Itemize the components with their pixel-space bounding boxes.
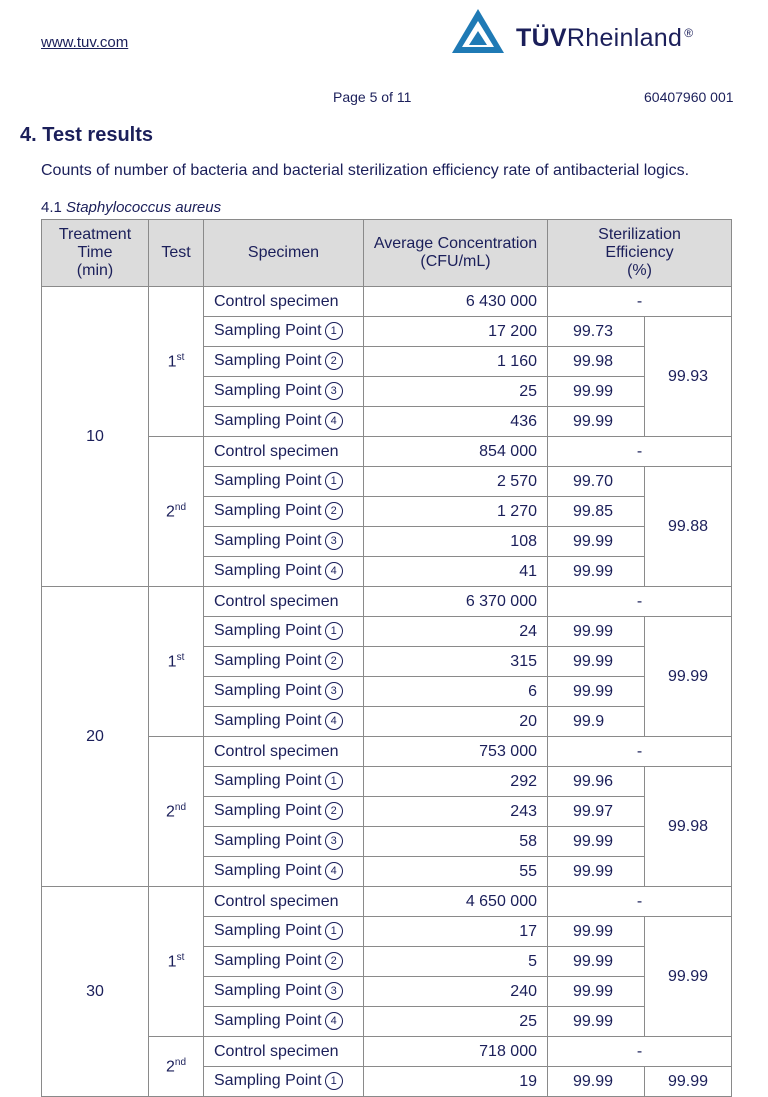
sampling-point-number: 1 [325, 922, 343, 940]
subsection-heading [41, 199, 221, 216]
sampling-point-number: 3 [325, 832, 343, 850]
test-number: 2 [165, 1058, 175, 1076]
sampling-point-number: 1 [325, 472, 343, 490]
concentration-cell: 4 650 000 [364, 887, 548, 917]
concentration-cell: 108 [364, 527, 548, 557]
concentration-cell: 41 [364, 557, 548, 587]
specimen-cell [204, 377, 364, 407]
sampling-point-number: 2 [325, 652, 343, 670]
specimen-label: Sampling Point [214, 712, 322, 730]
specimen-cell [204, 587, 364, 617]
efficiency-cell: - [548, 737, 732, 767]
efficiency-cell: 99.99 [548, 377, 645, 407]
specimen-cell [204, 317, 364, 347]
specimen-cell [204, 617, 364, 647]
average-efficiency-cell: 99.99 [645, 617, 732, 737]
header-specimen: Specimen [204, 220, 364, 287]
efficiency-cell: 99.98 [548, 347, 645, 377]
specimen-cell [204, 1007, 364, 1037]
specimen-label: Sampling Point [214, 862, 322, 880]
concentration-cell: 19 [364, 1067, 548, 1097]
table-header-row [42, 220, 732, 287]
specimen-cell [204, 887, 364, 917]
specimen-cell [204, 527, 364, 557]
specimen-cell [204, 467, 364, 497]
efficiency-cell: 99.99 [548, 917, 645, 947]
specimen-label: Control specimen [214, 292, 339, 310]
concentration-cell: 753 000 [364, 737, 548, 767]
specimen-label: Control specimen [214, 1042, 339, 1060]
intro-text: Counts of number of bacteria and bacterial sterilization efficiency rate of antibacterial logics. [41, 162, 690, 179]
efficiency-cell: 99.96 [548, 767, 645, 797]
concentration-cell: 55 [364, 857, 548, 887]
efficiency-cell: 99.85 [548, 497, 645, 527]
sampling-point-number: 2 [325, 352, 343, 370]
test-number-cell [149, 287, 204, 437]
test-number-cell [149, 1037, 204, 1097]
specimen-cell [204, 437, 364, 467]
header-treatment-time: Treatment Time (min) [42, 220, 149, 287]
logo-text-bold: TÜV [516, 24, 567, 52]
specimen-label: Sampling Point [214, 622, 322, 640]
triangle-logo-icon [450, 7, 506, 55]
concentration-cell: 24 [364, 617, 548, 647]
test-number: 1 [167, 353, 177, 371]
specimen-cell [204, 737, 364, 767]
specimen-label: Sampling Point [214, 802, 322, 820]
test-number-cell [149, 887, 204, 1037]
concentration-cell: 718 000 [364, 1037, 548, 1067]
concentration-cell: 6 370 000 [364, 587, 548, 617]
sampling-point-number: 3 [325, 382, 343, 400]
efficiency-cell: 99.99 [548, 557, 645, 587]
test-number-cell [149, 437, 204, 587]
average-efficiency-cell: 99.99 [645, 1067, 732, 1097]
table-body [42, 287, 732, 1097]
specimen-cell [204, 707, 364, 737]
specimen-label: Sampling Point [214, 322, 322, 340]
document-number: 60407960 001 [644, 89, 734, 105]
efficiency-cell: 99.9 [548, 707, 645, 737]
test-number: 2 [165, 503, 175, 521]
efficiency-cell: 99.99 [548, 977, 645, 1007]
specimen-cell [204, 557, 364, 587]
specimen-label: Sampling Point [214, 382, 322, 400]
specimen-cell [204, 827, 364, 857]
average-efficiency-cell: 99.88 [645, 467, 732, 587]
average-efficiency-cell: 99.99 [645, 917, 732, 1037]
specimen-label: Sampling Point [214, 1012, 322, 1030]
specimen-cell [204, 677, 364, 707]
efficiency-cell: 99.99 [548, 857, 645, 887]
specimen-label: Sampling Point [214, 502, 322, 520]
test-suffix: st [176, 351, 185, 363]
specimen-label: Control specimen [214, 742, 339, 760]
specimen-label: Sampling Point [214, 922, 322, 940]
efficiency-cell: - [548, 1037, 732, 1067]
specimen-label: Sampling Point [214, 562, 322, 580]
concentration-cell: 436 [364, 407, 548, 437]
concentration-cell: 2 570 [364, 467, 548, 497]
sampling-point-number: 1 [325, 622, 343, 640]
specimen-cell [204, 797, 364, 827]
sampling-point-number: 3 [325, 982, 343, 1000]
logo-wordmark [516, 24, 693, 53]
sampling-point-number: 4 [325, 1012, 343, 1030]
specimen-cell [204, 287, 364, 317]
specimen-label: Sampling Point [214, 352, 322, 370]
specimen-label: Control specimen [214, 892, 339, 910]
treatment-time-cell: 20 [42, 587, 149, 887]
specimen-cell [204, 977, 364, 1007]
sampling-point-number: 4 [325, 562, 343, 580]
test-number: 1 [167, 653, 177, 671]
concentration-cell: 25 [364, 377, 548, 407]
test-suffix: nd [174, 501, 187, 513]
efficiency-cell: 99.99 [548, 647, 645, 677]
concentration-cell: 17 [364, 917, 548, 947]
test-suffix: nd [174, 1056, 187, 1068]
section-title: 4. Test results [20, 124, 154, 146]
efficiency-cell: - [548, 287, 732, 317]
logo-text-light: Rheinland [566, 24, 683, 52]
page-number: Page 5 of 11 [333, 89, 412, 105]
test-number: 2 [165, 803, 175, 821]
subsection-organism: Staphylococcus aureus [66, 199, 222, 216]
specimen-cell [204, 1037, 364, 1067]
efficiency-cell: - [548, 887, 732, 917]
table-row [42, 287, 732, 317]
results-table [41, 219, 732, 1097]
specimen-label: Sampling Point [214, 682, 322, 700]
concentration-cell: 25 [364, 1007, 548, 1037]
specimen-label: Sampling Point [214, 532, 322, 550]
concentration-cell: 6 430 000 [364, 287, 548, 317]
concentration-cell: 17 200 [364, 317, 548, 347]
specimen-label: Sampling Point [214, 1072, 322, 1090]
specimen-cell [204, 1067, 364, 1097]
subsection-number: 4.1 [41, 199, 62, 216]
specimen-label: Sampling Point [214, 472, 322, 490]
test-suffix: st [176, 651, 185, 663]
specimen-label: Sampling Point [214, 832, 322, 850]
efficiency-cell: 99.73 [548, 317, 645, 347]
specimen-label: Control specimen [214, 592, 339, 610]
efficiency-cell: 99.97 [548, 797, 645, 827]
sampling-point-number: 2 [325, 502, 343, 520]
concentration-cell: 854 000 [364, 437, 548, 467]
sampling-point-number: 2 [325, 802, 343, 820]
sampling-point-number: 2 [325, 952, 343, 970]
efficiency-cell: 99.99 [548, 1067, 645, 1097]
sampling-point-number: 3 [325, 532, 343, 550]
test-number-cell [149, 737, 204, 887]
specimen-cell [204, 407, 364, 437]
specimen-cell [204, 947, 364, 977]
efficiency-cell: 99.99 [548, 1007, 645, 1037]
sampling-point-number: 1 [325, 772, 343, 790]
specimen-cell [204, 497, 364, 527]
sampling-point-number: 1 [325, 322, 343, 340]
average-efficiency-cell: 99.98 [645, 767, 732, 887]
concentration-cell: 243 [364, 797, 548, 827]
specimen-label: Sampling Point [214, 412, 322, 430]
site-link[interactable]: www.tuv.com [41, 34, 129, 51]
concentration-cell: 315 [364, 647, 548, 677]
efficiency-cell: 99.99 [548, 677, 645, 707]
concentration-cell: 58 [364, 827, 548, 857]
efficiency-cell: - [548, 437, 732, 467]
specimen-cell [204, 857, 364, 887]
test-number-cell [149, 587, 204, 737]
efficiency-cell: 99.99 [548, 527, 645, 557]
concentration-cell: 1 270 [364, 497, 548, 527]
sampling-point-number: 4 [325, 862, 343, 880]
sampling-point-number: 1 [325, 1072, 343, 1090]
concentration-cell: 6 [364, 677, 548, 707]
specimen-label: Sampling Point [214, 772, 322, 790]
specimen-cell [204, 917, 364, 947]
specimen-label: Sampling Point [214, 982, 322, 1000]
efficiency-cell: - [548, 587, 732, 617]
specimen-label: Control specimen [214, 442, 339, 460]
concentration-cell: 20 [364, 707, 548, 737]
header-concentration: Average Concentration (CFU/mL) [364, 220, 548, 287]
table-row [42, 887, 732, 917]
specimen-cell [204, 647, 364, 677]
concentration-cell: 292 [364, 767, 548, 797]
treatment-time-cell: 10 [42, 287, 149, 587]
specimen-cell [204, 767, 364, 797]
test-suffix: nd [174, 801, 187, 813]
specimen-cell [204, 347, 364, 377]
treatment-time-cell: 30 [42, 887, 149, 1097]
efficiency-cell: 99.99 [548, 407, 645, 437]
test-suffix: st [176, 951, 185, 963]
efficiency-cell: 99.99 [548, 827, 645, 857]
concentration-cell: 1 160 [364, 347, 548, 377]
average-efficiency-cell: 99.93 [645, 317, 732, 437]
specimen-label: Sampling Point [214, 952, 322, 970]
logo-registered: ® [684, 25, 694, 40]
efficiency-cell: 99.99 [548, 947, 645, 977]
test-number: 1 [167, 953, 177, 971]
specimen-label: Sampling Point [214, 652, 322, 670]
table-row [42, 587, 732, 617]
concentration-cell: 240 [364, 977, 548, 1007]
sampling-point-number: 4 [325, 412, 343, 430]
sampling-point-number: 3 [325, 682, 343, 700]
concentration-cell: 5 [364, 947, 548, 977]
header-efficiency: Sterilization Efficiency (%) [548, 220, 732, 287]
efficiency-cell: 99.70 [548, 467, 645, 497]
efficiency-cell: 99.99 [548, 617, 645, 647]
header-test: Test [149, 220, 204, 287]
sampling-point-number: 4 [325, 712, 343, 730]
